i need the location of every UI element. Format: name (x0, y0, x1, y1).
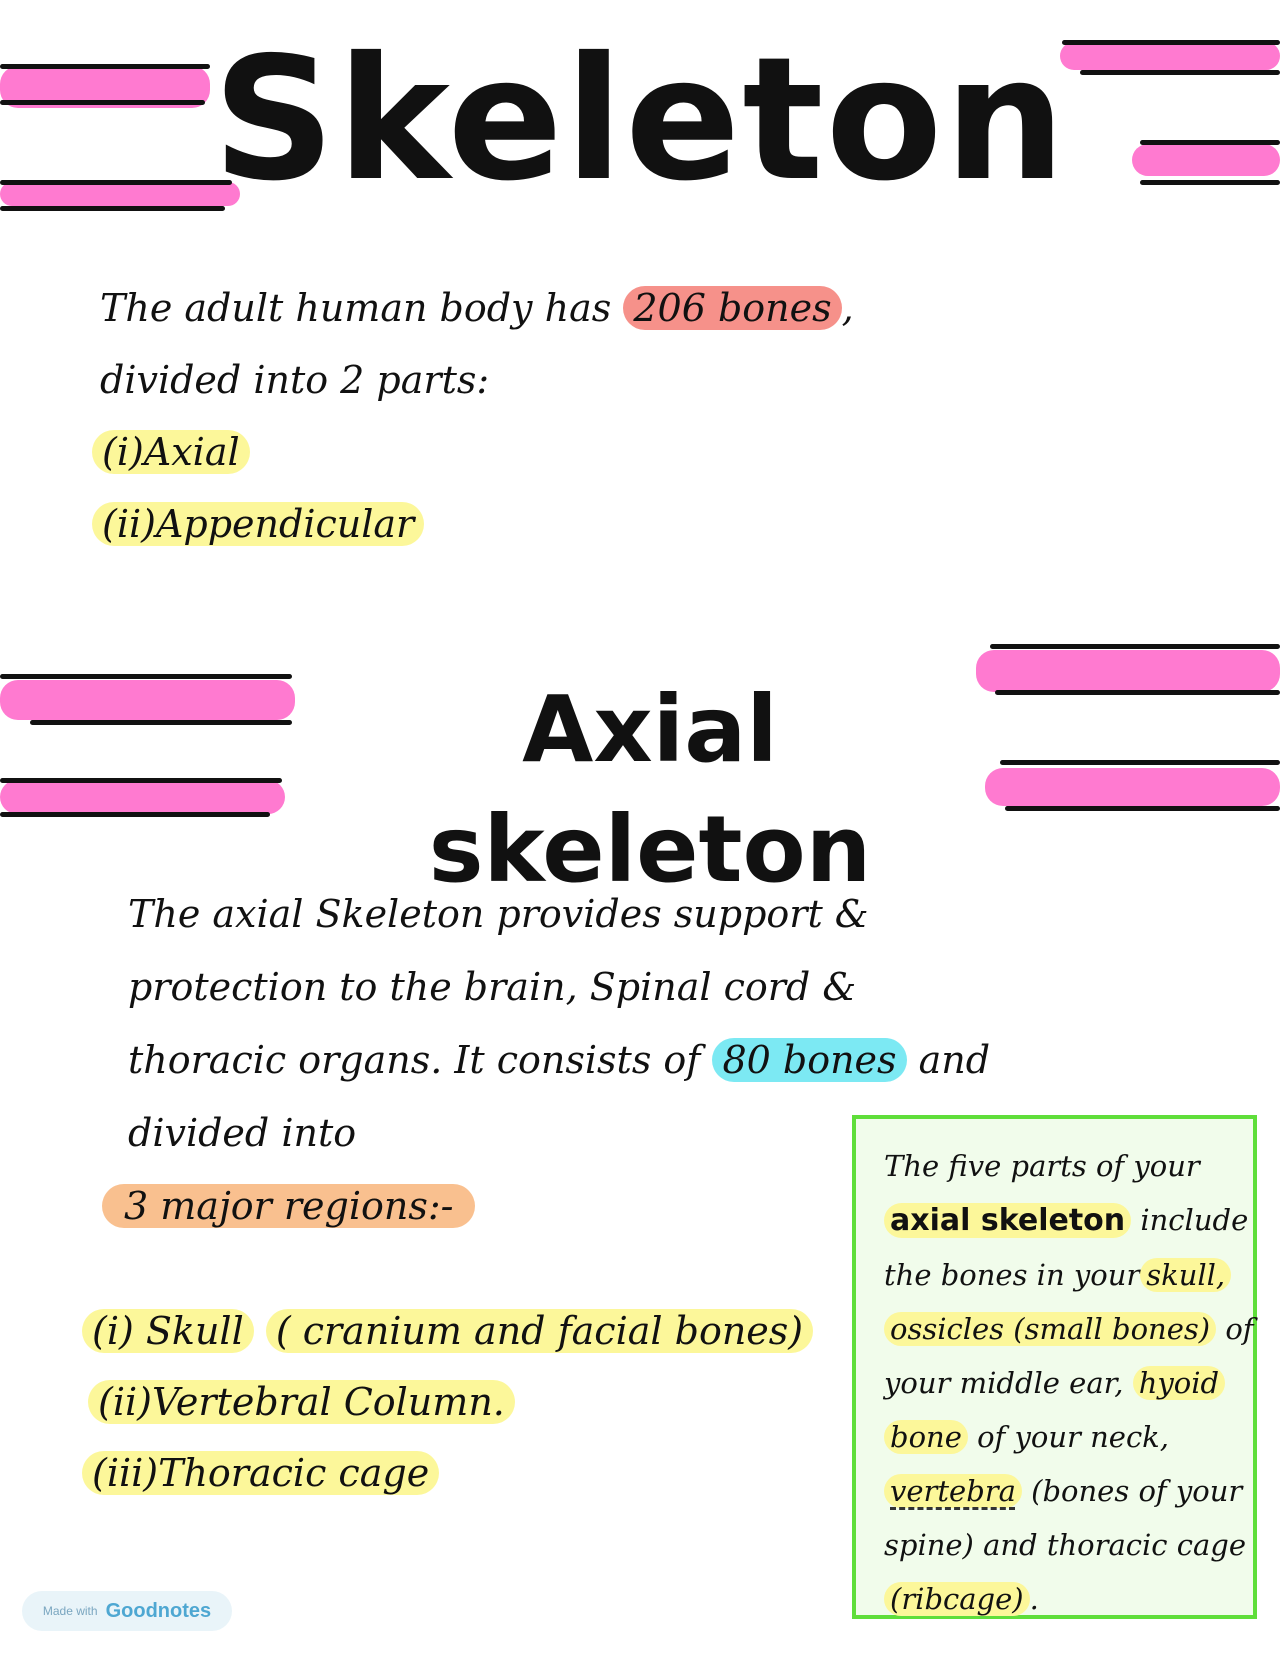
axial-bones-highlight: 80 bones (712, 1038, 906, 1082)
note-line-2-rest: include (1140, 1203, 1249, 1237)
axial-line-2: protection to the brain, Spinal cord & (128, 965, 857, 1009)
note-axial-skeleton: axial skeleton (884, 1203, 1131, 1238)
intro-line-1 (100, 272, 854, 344)
part-item-appendicular (92, 488, 424, 560)
note-ribcage: (ribcage) (884, 1582, 1030, 1616)
axial-line-1: The axial Skeleton provides support & (128, 892, 869, 936)
goodnotes-logo: Goodnotes (105, 1599, 212, 1622)
note-line-2 (884, 1193, 1249, 1248)
region-skull-detail: ( cranium and facial bones) (266, 1309, 813, 1353)
axial-line-3-suffix: and (918, 1038, 991, 1082)
section-title: Axial skeleton (428, 676, 872, 903)
note-line-4 (884, 1302, 1254, 1356)
bones-count-highlight: 206 bones (623, 286, 841, 330)
region-thoracic-label: (iii)Thoracic cage (82, 1451, 439, 1495)
note-line-5 (884, 1356, 1237, 1410)
note-skull: skull, (1140, 1258, 1231, 1292)
note-bone: bone (884, 1420, 968, 1454)
region-vertebral-label: (ii)Vertebral Column. (88, 1380, 515, 1424)
part-item-appendicular-label: (ii)Appendicular (92, 502, 424, 546)
note-line-9-rest: . (1029, 1582, 1039, 1616)
note-line-7 (884, 1464, 1243, 1518)
note-line-5-prefix: your middle ear, (884, 1366, 1124, 1400)
region-item-vertebral (88, 1366, 515, 1438)
intro-line-1-suffix: , (841, 286, 854, 330)
made-with-label: Made with (42, 1604, 98, 1618)
note-line-6 (884, 1410, 1237, 1464)
note-line-3 (884, 1248, 1237, 1302)
part-item-axial-label: (i)Axial (92, 430, 250, 474)
region-item-skull (82, 1295, 813, 1367)
intro-line-2: divided into 2 parts: (100, 358, 490, 402)
note-line-6-rest: of your neck, (977, 1420, 1169, 1454)
part-item-axial (92, 416, 250, 488)
note-line-1: The five parts of your (884, 1149, 1200, 1183)
region-item-thoracic (82, 1437, 439, 1509)
made-with-badge[interactable] (22, 1591, 232, 1631)
region-skull-label: (i) Skull (82, 1309, 254, 1353)
axial-line-3-prefix: thoracic organs. It consists of (128, 1038, 701, 1082)
page-title: Skeleton (212, 21, 1068, 219)
note-hyoid: hyoid (1133, 1366, 1225, 1400)
note-line-7-rest: (bones of your (1031, 1474, 1243, 1508)
note-ossicles: ossicles (small bones) (884, 1312, 1216, 1346)
note-line-8: spine) and thoracic cage (884, 1528, 1247, 1562)
axial-line-3 (128, 1024, 990, 1096)
axial-line-4: divided into (128, 1111, 357, 1155)
note-box (852, 1115, 1257, 1619)
regions-label-text: 3 major regions:- (102, 1184, 475, 1228)
note-vertebra: vertebra (884, 1474, 1022, 1508)
note-line-3-prefix: the bones in your (884, 1258, 1141, 1292)
note-line-9 (884, 1572, 1237, 1626)
note-line-4-rest: of (1225, 1312, 1254, 1346)
intro-line-1-prefix: The adult human body has (100, 286, 612, 330)
regions-label (102, 1170, 475, 1242)
